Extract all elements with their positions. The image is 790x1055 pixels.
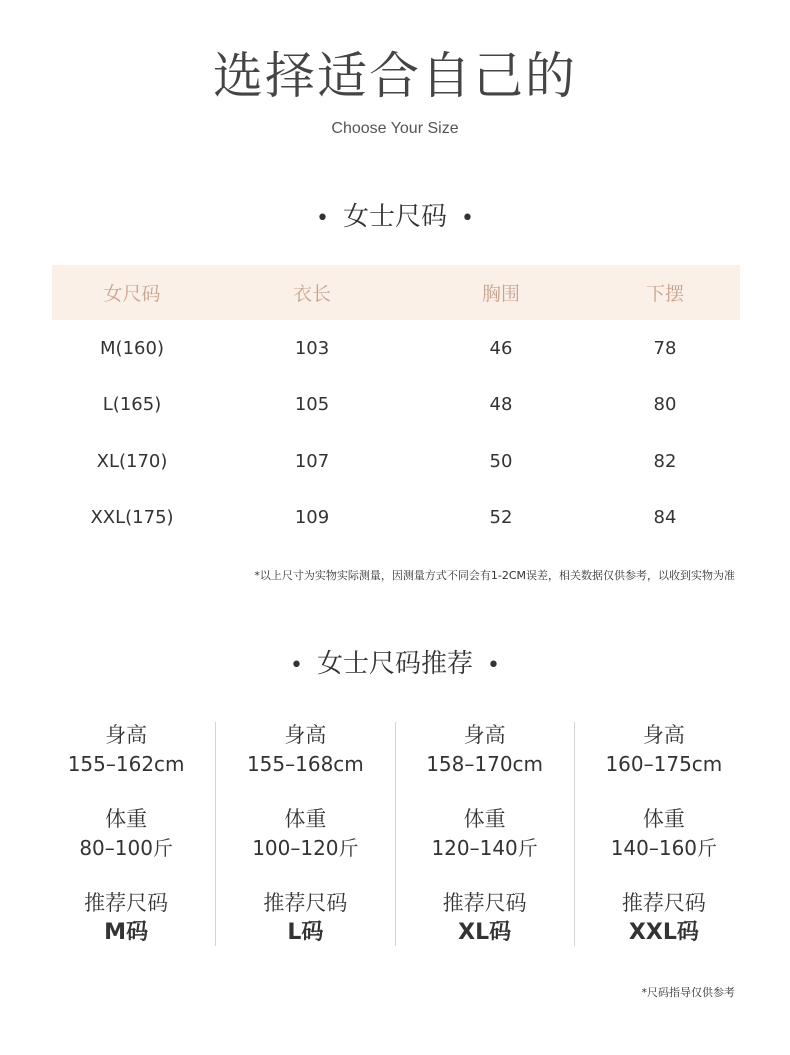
height-value: 160–175cm [605, 752, 723, 776]
recommended-size-label: 推荐尺码 [442, 891, 527, 915]
weight-value: 140–160斤 [610, 836, 718, 860]
table-cell: 46 [489, 337, 513, 359]
table-cell: L(165) [102, 394, 162, 416]
table-cell: 105 [294, 394, 330, 416]
table-cell: 103 [294, 337, 330, 359]
bullet-dot-icon: • [316, 206, 329, 231]
recommended-size-value: XXL码 [628, 920, 699, 945]
recommended-size-label: 推荐尺码 [84, 891, 169, 915]
column-header-hem: 下摆 [645, 283, 684, 305]
height-value: 155–162cm [67, 752, 185, 776]
recommendation-heading [0, 647, 790, 683]
height-label: 身高 [284, 723, 327, 747]
table-cell: XXL(175) [90, 507, 174, 529]
weight-label: 体重 [105, 807, 148, 831]
table-cell: 80 [653, 394, 677, 416]
size-table [52, 265, 740, 546]
recommendation-column [37, 722, 215, 946]
recommended-size-value: L码 [287, 920, 324, 945]
table-row [52, 433, 740, 490]
bullet-dot-icon: • [290, 653, 303, 678]
height-label: 身高 [463, 723, 506, 747]
table-cell: XL(170) [96, 450, 168, 472]
page-title: 选择适合自己的 [213, 47, 577, 105]
recommendation-column [395, 722, 574, 946]
recommendation-title: 女士尺码推荐 [316, 649, 473, 679]
weight-value: 80–100斤 [79, 836, 173, 860]
measurement-note: *以上尺寸为实物实际测量，因测量方式不同会有1-2CM误差，相关数据仅供参考，以收到实物为准 [254, 569, 735, 582]
table-cell: 84 [653, 507, 677, 529]
table-cell: 78 [653, 337, 677, 359]
page-subtitle: Choose Your Size [331, 120, 459, 137]
table-cell: 48 [489, 394, 513, 416]
recommendation-column [215, 722, 394, 946]
weight-label: 体重 [284, 807, 327, 831]
table-cell: 107 [294, 450, 330, 472]
table-header-row [52, 265, 740, 320]
table-cell: 50 [489, 450, 513, 472]
height-label: 身高 [105, 723, 148, 747]
height-label: 身高 [642, 723, 685, 747]
table-cell: M(160) [100, 337, 164, 359]
weight-label: 体重 [642, 807, 685, 831]
size-chart-title: 女士尺码 [342, 202, 447, 232]
column-header-chest: 胸围 [481, 283, 520, 305]
recommended-size-value: XL码 [458, 920, 512, 945]
size-guide-note: *尺码指导仅供参考 [641, 986, 735, 999]
table-row [52, 490, 740, 547]
height-value: 155–168cm [246, 752, 364, 776]
bullet-dot-icon: • [461, 206, 474, 231]
table-cell: 82 [653, 450, 677, 472]
column-header-size: 女尺码 [103, 283, 161, 305]
size-chart-heading [0, 200, 790, 236]
weight-value: 120–140斤 [431, 836, 538, 860]
table-cell: 52 [489, 507, 513, 529]
table-row [52, 377, 740, 434]
weight-label: 体重 [463, 807, 506, 831]
recommended-size-value: M码 [104, 920, 149, 945]
bullet-dot-icon: • [487, 653, 500, 678]
column-header-length: 衣长 [292, 283, 331, 305]
recommended-size-label: 推荐尺码 [621, 891, 706, 915]
table-cell: 109 [294, 507, 330, 529]
table-row [52, 320, 740, 377]
height-value: 158–170cm [426, 752, 544, 776]
recommended-size-label: 推荐尺码 [263, 891, 348, 915]
weight-value: 100–120斤 [252, 836, 359, 860]
recommendation-grid [37, 722, 753, 946]
recommendation-column [574, 722, 753, 946]
